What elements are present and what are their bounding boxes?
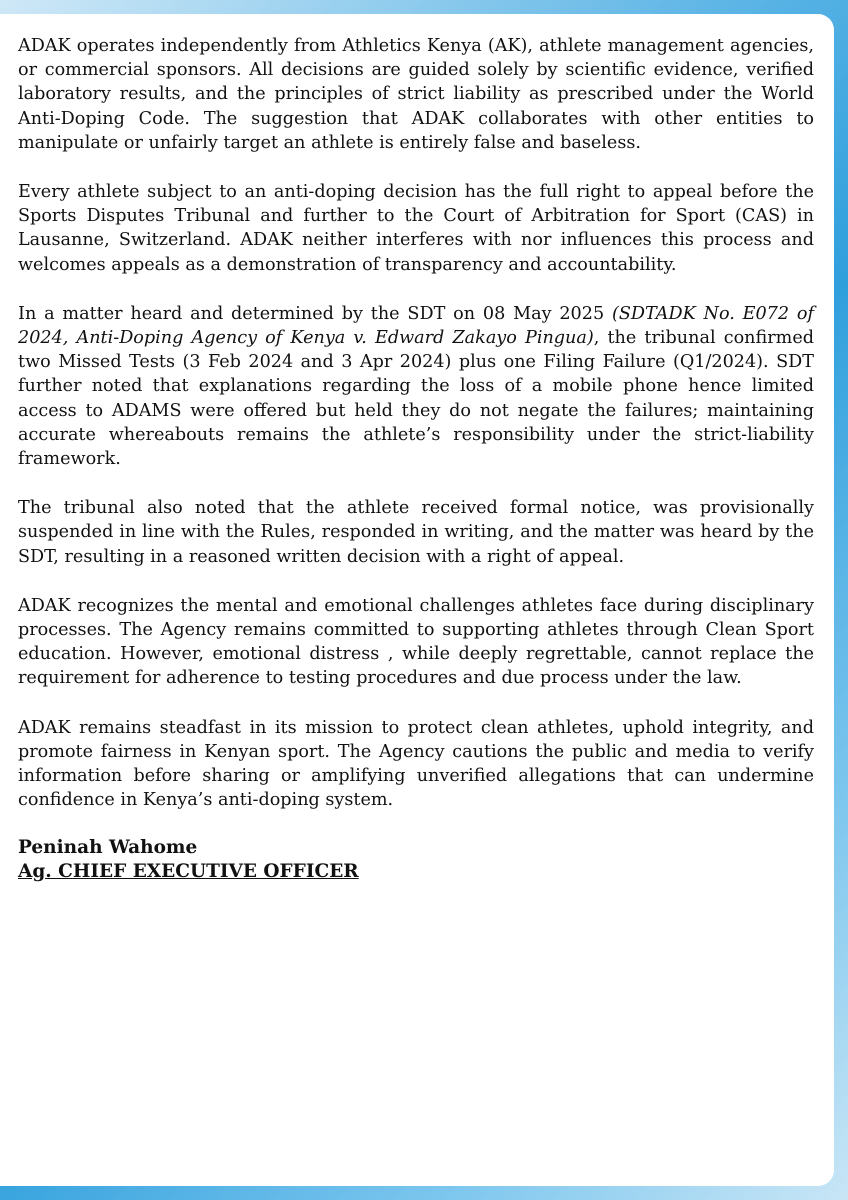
signatory-name: Peninah Wahome <box>18 837 198 859</box>
document-page <box>0 14 834 1186</box>
paragraph-sdt-decision-post: , the tribunal confirmed two Missed Tests (3 Feb 2024 and 3 Apr 2024) plus one Filing Failure (Q1/2024). SDT further noted that explanations regarding the loss of a mobile phone hence limited access to ADAMS were offered but held they do not negate the failures; maintaining accurate whereabouts remains the athlete’s responsibility under the strict-liability framework. <box>18 328 814 470</box>
paragraph-due-process: The tribunal also noted that the athlete received formal notice, was provisionally suspended in line with the Rules, responded in writing, and the matter was heard by the SDT, resulting in a reasoned written decision with a right of appeal. <box>18 498 814 567</box>
case-citation: (SDTADK No. E072 of 2024, Anti-Doping Agency of Kenya v. Edward Zakayo Pingua) <box>18 303 814 349</box>
paragraph-mission: ADAK remains steadfast in its mission to protect clean athletes, uphold integrity, and promote fairness in Kenyan sport. The Agency cautions the public and media to verify information before sharing or amplifying unverified allegations that can undermine confidence in Kenya’s anti-doping system. <box>18 717 814 811</box>
paragraph-right-to-appeal: Every athlete subject to an anti-doping decision has the full right to appeal before the Sports Disputes Tribunal and further to the Court of Arbitration for Sport (CAS) in Lausanne, Switzerland. ADAK neither interferes with nor influences this process and welcomes appeals as a demonstration of transparency and accountability. <box>18 182 814 275</box>
signature-block <box>18 836 814 884</box>
paragraph-sdt-decision-pre: In a matter heard and determined by the SDT on 08 May 2025 <box>18 303 612 324</box>
paragraph-sdt-decision <box>18 302 814 471</box>
paragraph-independence: ADAK operates independently from Athletics Kenya (AK), athlete management agencies, or commercial sponsors. All decisions are guided solely by scientific evidence, verified laboratory results, and the principles of strict liability as prescribed under the World Anti-Doping Code. The suggestion that ADAK collaborates with other entities to manipulate or unfairly target an athlete is entirely false and baseless. <box>18 36 814 153</box>
signatory-title: Ag. CHIEF EXECUTIVE OFFICER <box>18 861 359 883</box>
paragraph-mental-health: ADAK recognizes the mental and emotional challenges athletes face during disciplinary processes. The Agency remains committed to supporting athletes through Clean Sport education. However, emotional distress , while deeply regrettable, cannot replace the requirement for adherence to testing procedures and due process under the law. <box>18 595 814 689</box>
